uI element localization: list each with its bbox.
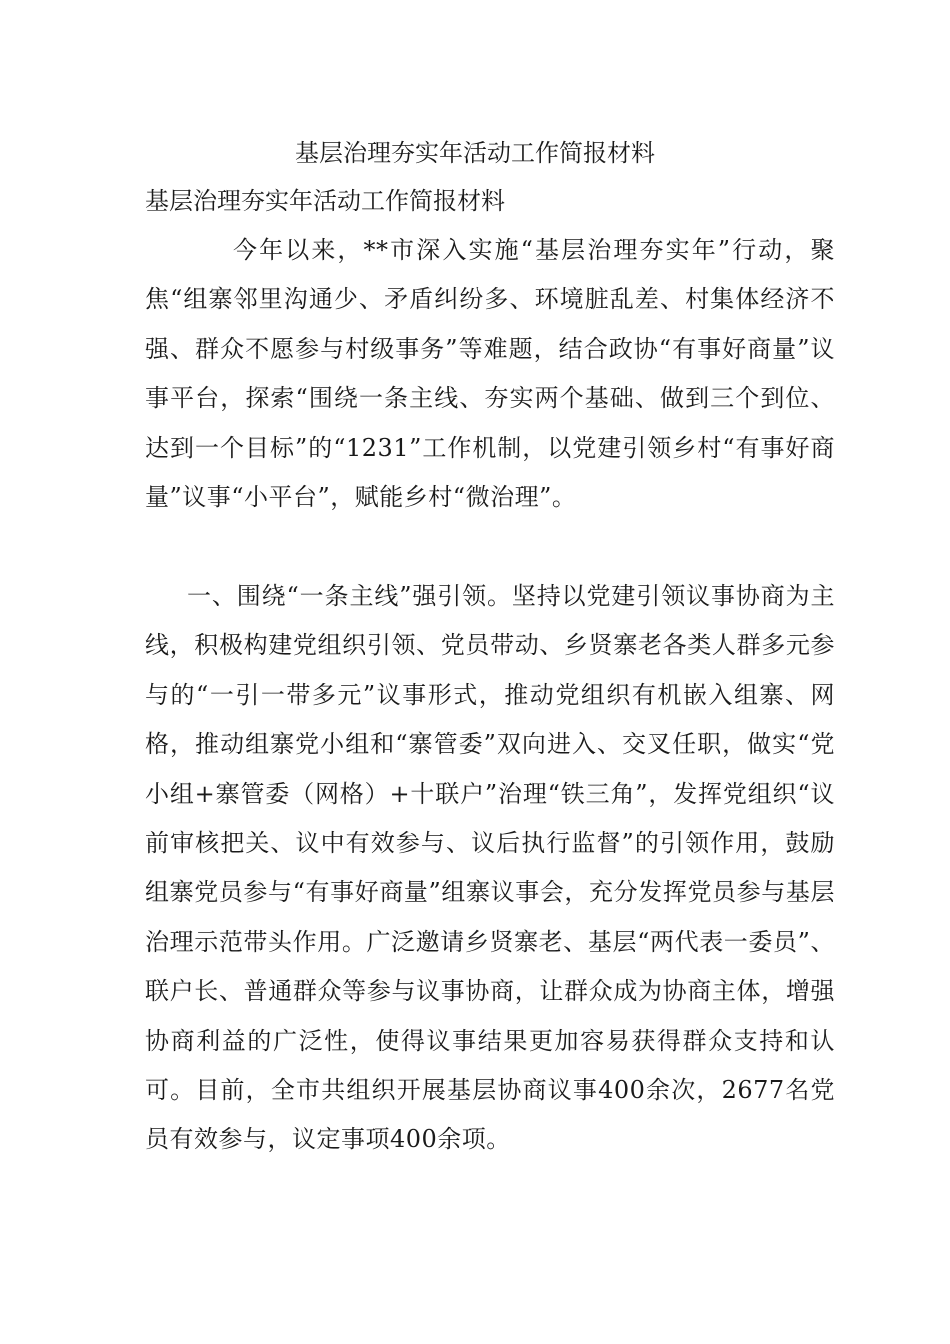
document-title: 基层治理夯实年活动工作简报材料 bbox=[295, 139, 655, 167]
paragraph-intro: 今年以来，**市深入实施“基层治理夯实年”行动，聚焦“组寨邻里沟通少、矛盾纠纷多、环境脏乱差、村集体经济不强、群众不愿参与村级事务”等难题，结合政协“有事好商量”议事平台，探索“围绕一条主线、夯实两个基础、做到三个到位、达到一个目标”的“1231”工作机制，以党建引领乡村“有事好商量”议事“小平台”，赋能乡村“微治理”。 bbox=[145, 236, 835, 512]
paragraph-section-one: 一、围绕“一条主线”强引领。坚持以党建引领议事协商为主线，积极构建党组织引领、党员带动、乡贤寨老各类人群多元参与的“一引一带多元”议事形式，推动党组织有机嵌入组寨、网格，推动组寨党小组和“寨管委”双向进入、交叉任职，做实“党小组+寨管委（网格）+十联户”治理“铁三角”，发挥党组织“议前审核把关、议中有效参与、议后执行监督”的引领作用，鼓励组寨党员参与“有事好商量”组寨议事会，充分发挥党员参与基层治理示范带头作用。广泛邀请乡贤寨老、基层“两代表一委员”、联户长、普通群众等参与议事协商，让群众成为协商主体，增强协商利益的广泛性，使得议事结果更加容易获得群众支持和认可。目前，全市共组织开展基层协商议事400余次，2677名党员有效参与，议定事项400余项。 bbox=[145, 582, 835, 1154]
document-subtitle: 基层治理夯实年活动工作简报材料 bbox=[145, 187, 505, 215]
